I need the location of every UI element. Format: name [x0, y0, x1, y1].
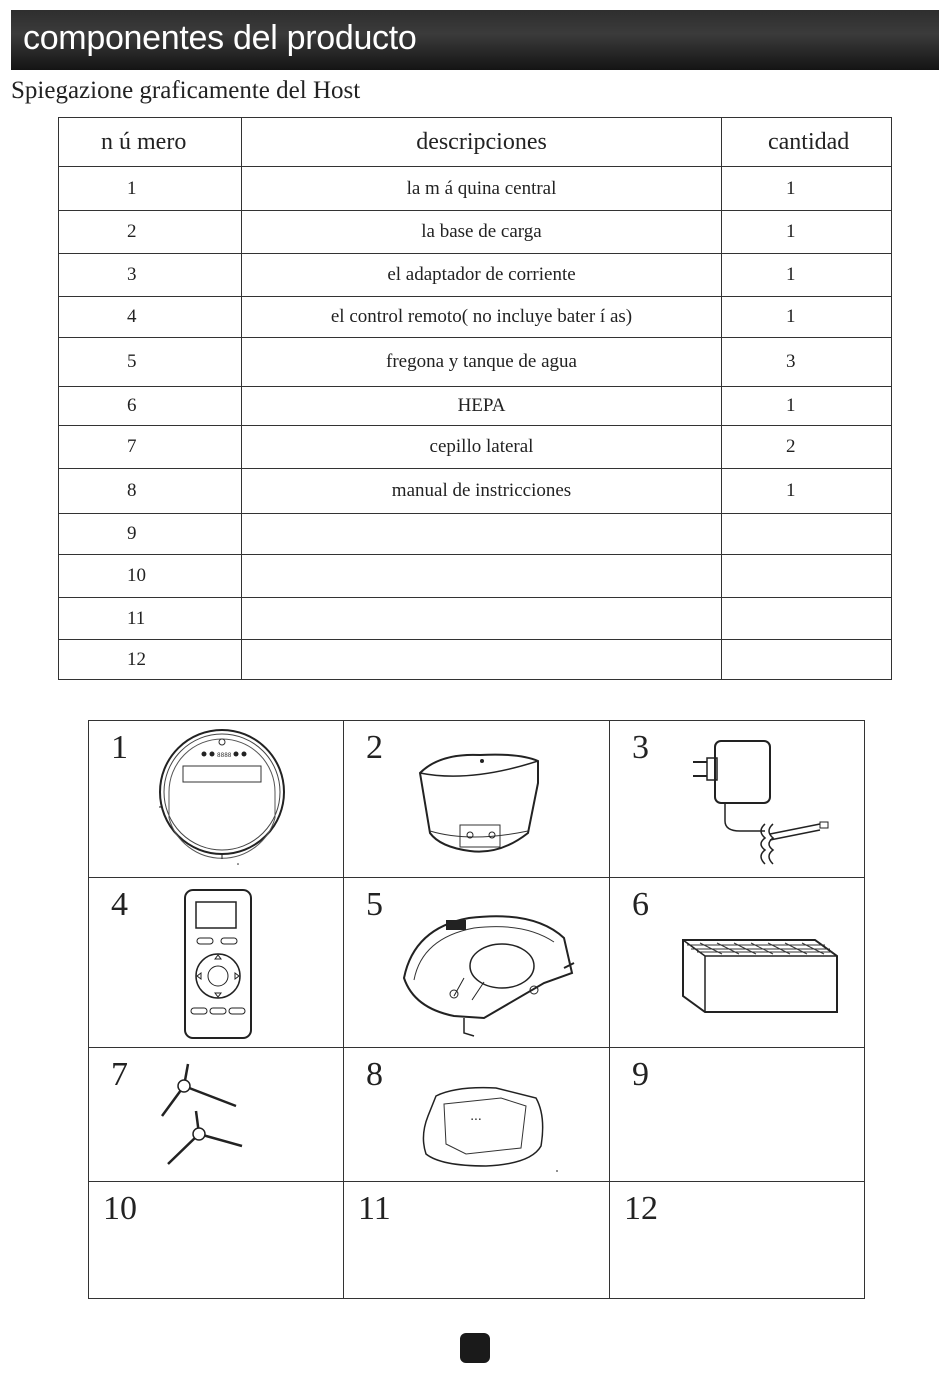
- row-number: 1: [59, 167, 242, 211]
- components-table: [58, 117, 892, 680]
- illustration-cell: [344, 1182, 610, 1299]
- row-number: 5: [59, 338, 242, 387]
- row-number: 7: [59, 426, 242, 469]
- row-description: la base de carga: [242, 211, 722, 254]
- robot-display-text: 8888: [217, 752, 232, 759]
- row-quantity: 1: [722, 167, 892, 211]
- illustration-cell: [89, 1182, 344, 1299]
- row-description: la m á quina central: [242, 167, 722, 211]
- header-description: descripciones: [242, 118, 722, 167]
- page-title: componentes del producto: [23, 19, 417, 57]
- svg-text:▪ ▪ ▪: ▪ ▪ ▪: [471, 1117, 481, 1123]
- cell-number: 1: [111, 729, 128, 766]
- cell-number: 3: [632, 729, 649, 766]
- table-row: [59, 598, 892, 640]
- cell-number: 6: [632, 886, 649, 923]
- cell-number: 8: [366, 1056, 383, 1093]
- side-brush-icon: [154, 1056, 254, 1176]
- table-row: [59, 469, 892, 514]
- row-number: 3: [59, 254, 242, 297]
- robot-vacuum-icon: [154, 726, 294, 866]
- cell-number: 9: [632, 1056, 649, 1093]
- header-number: n ú mero: [59, 118, 242, 167]
- illustration-cell: [344, 878, 610, 1048]
- table-row: [59, 555, 892, 598]
- cell-number: 7: [111, 1056, 128, 1093]
- mop-water-tank-icon: [394, 908, 584, 1038]
- row-description: fregona y tanque de agua: [242, 338, 722, 387]
- manual-icon: [416, 1076, 566, 1176]
- table-row: [59, 254, 892, 297]
- remote-control-icon: [179, 886, 259, 1041]
- row-description: manual de instricciones: [242, 469, 722, 514]
- cell-number: 10: [103, 1190, 137, 1227]
- row-quantity: 1: [722, 254, 892, 297]
- hepa-filter-icon: [675, 930, 845, 1020]
- row-description: cepillo lateral: [242, 426, 722, 469]
- illustration-cell: [610, 1182, 865, 1299]
- illustration-cell: [89, 878, 344, 1048]
- row-description: [242, 598, 722, 640]
- row-description: [242, 514, 722, 555]
- power-adapter-icon: [685, 726, 835, 876]
- page-subtitle: Spiegazione graficamente del Host: [11, 77, 361, 104]
- row-number: 8: [59, 469, 242, 514]
- row-description: el adaptador de corriente: [242, 254, 722, 297]
- cell-number: 12: [624, 1190, 658, 1227]
- cell-number: 5: [366, 886, 383, 923]
- row-quantity: [722, 514, 892, 555]
- table-row: [59, 211, 892, 254]
- row-quantity: [722, 640, 892, 680]
- illustration-grid: [88, 720, 865, 1299]
- cell-number: 11: [358, 1190, 391, 1227]
- illustration-cell: [610, 1048, 865, 1182]
- table-row: [59, 167, 892, 211]
- row-number: 9: [59, 514, 242, 555]
- row-quantity: [722, 555, 892, 598]
- row-quantity: [722, 598, 892, 640]
- row-number: 10: [59, 555, 242, 598]
- table-row: [59, 387, 892, 426]
- row-number: 6: [59, 387, 242, 426]
- row-description: [242, 640, 722, 680]
- illustration-cell: [610, 721, 865, 878]
- row-number: 12: [59, 640, 242, 680]
- illustration-cell: [344, 721, 610, 878]
- page-header: [11, 10, 939, 70]
- row-description: HEPA: [242, 387, 722, 426]
- table-row: [59, 426, 892, 469]
- row-description: el control remoto( no incluye bater í as): [242, 297, 722, 338]
- illustration-cell: [344, 1048, 610, 1182]
- row-quantity: 1: [722, 469, 892, 514]
- row-quantity: 2: [722, 426, 892, 469]
- row-quantity: 1: [722, 297, 892, 338]
- cell-number: 2: [366, 729, 383, 766]
- row-number: 4: [59, 297, 242, 338]
- table-row: [59, 297, 892, 338]
- table-row: [59, 640, 892, 680]
- page-number-badge: [460, 1333, 490, 1363]
- row-description: [242, 555, 722, 598]
- illustration-cell: [610, 878, 865, 1048]
- table-row: [59, 514, 892, 555]
- illustration-cell: [89, 1048, 344, 1182]
- cell-number: 4: [111, 886, 128, 923]
- row-number: 2: [59, 211, 242, 254]
- table-row: [59, 338, 892, 387]
- row-number: 11: [59, 598, 242, 640]
- row-quantity: 1: [722, 387, 892, 426]
- charging-base-icon: [410, 743, 550, 863]
- table-header-row: [59, 118, 892, 167]
- header-quantity: cantidad: [722, 118, 892, 167]
- row-quantity: 3: [722, 338, 892, 387]
- illustration-cell: [89, 721, 344, 878]
- row-quantity: 1: [722, 211, 892, 254]
